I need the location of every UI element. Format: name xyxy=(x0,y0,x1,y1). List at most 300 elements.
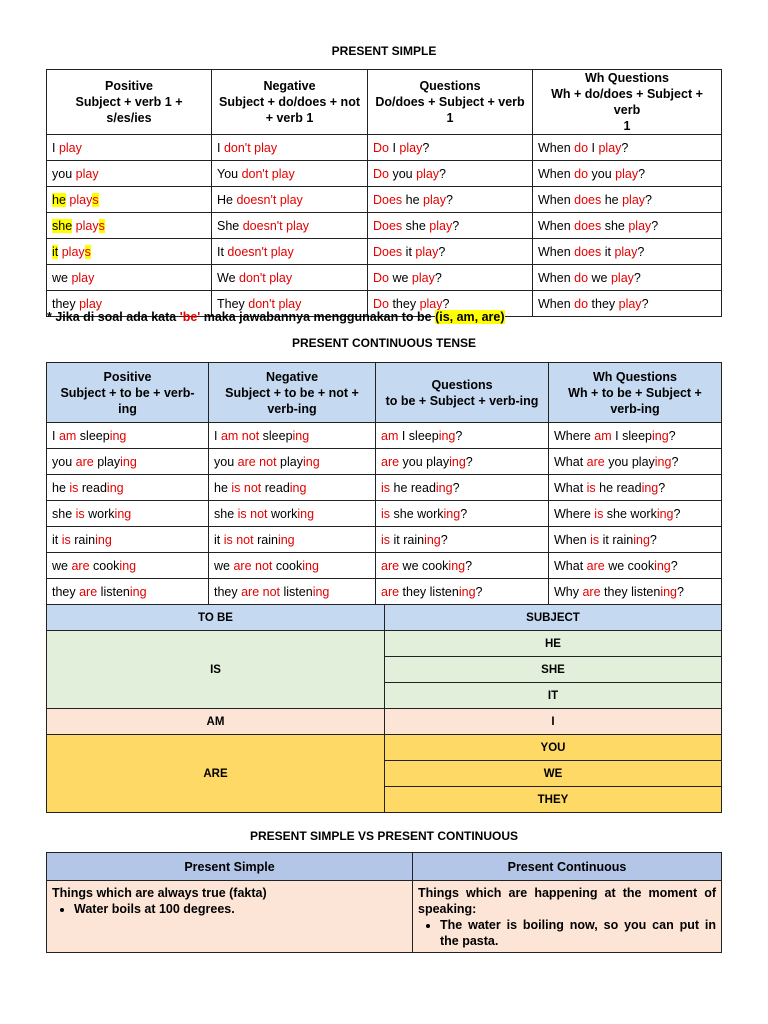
present-simple-text: they xyxy=(52,296,80,311)
header-wh-questions: Wh Questions Wh + to be + Subject + verb-ing xyxy=(549,363,722,423)
present-continuous-text: ing xyxy=(449,454,466,469)
present-continuous-text: they xyxy=(52,584,80,599)
present-continuous-text: she work xyxy=(390,506,444,521)
present-continuous-text: is xyxy=(61,532,71,547)
to-be-subject-table xyxy=(46,604,722,813)
present-simple-cell xyxy=(47,135,212,161)
present-continuous-text: am xyxy=(381,428,399,443)
present-continuous-cell xyxy=(209,423,376,449)
present-continuous-cell xyxy=(376,501,549,527)
present-continuous-text: ing xyxy=(120,454,137,469)
present-continuous-text: When xyxy=(554,532,591,547)
present-simple-title: PRESENT SIMPLE xyxy=(331,44,437,58)
subject-he: HE xyxy=(385,631,722,657)
present-simple-text: ? xyxy=(645,192,652,207)
present-continuous-text: are xyxy=(381,454,400,469)
present-simple-text: play xyxy=(75,166,99,181)
present-simple-row xyxy=(47,135,722,161)
present-continuous-text: it rain xyxy=(390,532,425,547)
present-simple-cell xyxy=(368,239,533,265)
present-continuous-text: ? xyxy=(460,506,468,521)
present-simple-text: When xyxy=(538,270,575,285)
present-simple-text: do xyxy=(574,166,589,181)
present-simple-text: ? xyxy=(637,244,645,259)
present-simple-text: play xyxy=(416,166,440,181)
present-continuous-text: ing xyxy=(129,584,147,599)
present-simple-text: play xyxy=(615,166,639,181)
present-continuous-text: you xyxy=(52,454,76,469)
present-simple-text: play xyxy=(75,218,99,233)
present-simple-text: ? xyxy=(633,270,641,285)
present-simple-text: When xyxy=(538,166,575,181)
present-continuous-text: ing xyxy=(312,584,330,599)
present-continuous-text: I sleep xyxy=(611,428,652,443)
header-negative: Negative Subject + do/does + not + verb 1 xyxy=(212,70,368,135)
present-simple-text: I xyxy=(217,140,224,155)
present-simple-text: I xyxy=(388,140,400,155)
present-simple-cell xyxy=(212,213,368,239)
present-simple-text: they xyxy=(588,296,619,311)
present-simple-text: do xyxy=(574,270,589,285)
present-continuous-cell xyxy=(376,475,549,501)
present-simple-text: don't play xyxy=(223,140,278,155)
present-simple-text: it xyxy=(601,244,615,259)
present-continuous-text: ing xyxy=(654,558,671,573)
present-continuous-text: ing xyxy=(435,480,453,495)
present-simple-text: Do xyxy=(373,270,389,285)
present-continuous-text: are xyxy=(586,558,605,573)
present-continuous-text: you play xyxy=(399,454,450,469)
present-continuous-text: ing xyxy=(109,428,127,443)
present-simple-text: She xyxy=(217,218,243,233)
present-simple-cell xyxy=(212,239,368,265)
present-simple-text: play xyxy=(610,270,634,285)
present-continuous-text: ing xyxy=(654,454,672,469)
present-continuous-text: cook xyxy=(89,558,120,573)
present-simple-text: play xyxy=(628,218,652,233)
present-continuous-text: ing xyxy=(289,480,307,495)
present-continuous-cell xyxy=(549,423,722,449)
present-continuous-text: she xyxy=(52,506,76,521)
present-continuous-text: they listen xyxy=(399,584,459,599)
present-continuous-cell xyxy=(376,527,549,553)
present-continuous-text: you play xyxy=(604,454,655,469)
present-simple-cell xyxy=(47,265,212,291)
present-simple-cell xyxy=(212,265,368,291)
note-text: (is, am, are) xyxy=(435,310,505,324)
present-continuous-text: ing xyxy=(443,506,461,521)
present-continuous-text: is not xyxy=(231,480,262,495)
present-simple-cell xyxy=(533,161,722,187)
to-be-is: IS xyxy=(47,631,385,709)
present-simple-text: they xyxy=(388,296,420,311)
present-simple-text: s xyxy=(84,244,91,259)
present-continuous-text: he xyxy=(52,480,70,495)
present-simple-cell xyxy=(533,213,722,239)
to-be-row xyxy=(47,735,722,761)
present-simple-text: play xyxy=(69,192,93,207)
present-continuous-text: are xyxy=(71,558,90,573)
present-continuous-text: cook xyxy=(272,558,303,573)
present-continuous-text: ing xyxy=(438,428,456,443)
present-continuous-text: he xyxy=(214,480,232,495)
present-continuous-text: are xyxy=(381,558,400,573)
header-positive: Positive Subject + verb 1 + s/es/ies xyxy=(47,70,212,135)
to-be-header-row xyxy=(47,605,722,631)
present-simple-text: When xyxy=(538,296,575,311)
present-continuous-text: is xyxy=(381,480,391,495)
present-continuous-row xyxy=(47,475,722,501)
present-continuous-text: ? xyxy=(465,558,473,573)
present-simple-text: When xyxy=(538,192,575,207)
present-continuous-text: ? xyxy=(677,584,684,599)
present-continuous-text: ? xyxy=(475,584,483,599)
present-continuous-text: are not xyxy=(237,454,277,469)
present-simple-text: don't play xyxy=(241,166,295,181)
subject-you: YOU xyxy=(385,735,722,761)
present-continuous-text: ing xyxy=(424,532,441,547)
present-continuous-text: is xyxy=(590,532,600,547)
present-simple-row xyxy=(47,187,722,213)
present-simple-text: s xyxy=(98,218,105,233)
present-simple-text: play xyxy=(429,218,453,233)
present-simple-text: we xyxy=(52,270,72,285)
present-continuous-text: ing xyxy=(651,428,669,443)
present-simple-text: ? xyxy=(621,140,629,155)
header-present-continuous: Present Continuous xyxy=(413,853,722,881)
subject-she: SHE xyxy=(385,657,722,683)
present-simple-text: you xyxy=(388,166,417,181)
present-continuous-text: I xyxy=(52,428,59,443)
present-simple-text: When xyxy=(538,244,575,259)
present-continuous-text: we xyxy=(52,558,72,573)
present-continuous-cell xyxy=(376,423,549,449)
present-continuous-row xyxy=(47,501,722,527)
present-simple-row xyxy=(47,213,722,239)
present-simple-text: don't play xyxy=(239,270,293,285)
present-continuous-text: ing xyxy=(106,480,124,495)
present-simple-text: play xyxy=(419,296,443,311)
present-simple-text: do xyxy=(574,296,589,311)
present-simple-cell xyxy=(212,187,368,213)
note-text: maka jawabannya menggunakan to be xyxy=(200,310,436,324)
present-continuous-cell xyxy=(549,475,722,501)
present-continuous-text: rain xyxy=(253,532,278,547)
present-simple-text: don't play xyxy=(248,296,302,311)
present-simple-cell xyxy=(368,265,533,291)
present-continuous-text: ing xyxy=(641,480,659,495)
present-simple-text: play xyxy=(79,296,103,311)
present-continuous-text: work xyxy=(84,506,115,521)
present-simple-text: ? xyxy=(438,244,446,259)
present-continuous-text: ? xyxy=(668,428,676,443)
present-simple-text: play xyxy=(61,244,85,259)
present-continuous-text: are not xyxy=(241,584,281,599)
present-simple-cell xyxy=(368,135,533,161)
present-continuous-text: Where xyxy=(554,506,595,521)
header-negative: Negative Subject + to be + not + verb-ing xyxy=(209,363,376,423)
present-simple-text: does xyxy=(574,244,602,259)
present-simple-example: • Water boils at 100 degrees. xyxy=(74,901,407,917)
present-simple-text: she xyxy=(601,218,629,233)
present-simple-text: he xyxy=(402,192,424,207)
present-simple-text: When xyxy=(538,140,575,155)
present-continuous-text: are xyxy=(381,584,400,599)
present-continuous-text: is xyxy=(381,532,391,547)
present-continuous-text: ? xyxy=(465,454,473,469)
present-continuous-text: she work xyxy=(603,506,657,521)
present-simple-cell xyxy=(533,135,722,161)
present-continuous-text: is xyxy=(586,480,596,495)
present-simple-text: Do xyxy=(373,166,389,181)
present-simple-text: ? xyxy=(638,166,646,181)
present-simple-text: doesn't play xyxy=(242,218,310,233)
present-continuous-cell xyxy=(549,501,722,527)
header-to-be: TO BE xyxy=(47,605,385,631)
present-simple-text: you xyxy=(588,166,616,181)
present-continuous-text: ? xyxy=(670,558,678,573)
present-continuous-text: read xyxy=(78,480,107,495)
present-continuous-text: read xyxy=(261,480,290,495)
present-simple-text: he xyxy=(601,192,623,207)
present-simple-text: you xyxy=(52,166,76,181)
subject-we: WE xyxy=(385,761,722,787)
present-simple-usage-text: Things which are always true (fakta) xyxy=(52,886,267,900)
present-simple-text: it xyxy=(402,244,416,259)
present-continuous-text: he read xyxy=(390,480,436,495)
present-continuous-text: ing xyxy=(458,584,476,599)
present-simple-cell xyxy=(533,265,722,291)
present-continuous-text: ing xyxy=(114,506,132,521)
present-simple-text: play xyxy=(415,244,439,259)
present-simple-text: Do xyxy=(373,296,389,311)
present-simple-text: s xyxy=(92,192,99,207)
present-simple-row xyxy=(47,239,722,265)
present-continuous-text: are xyxy=(586,454,605,469)
present-simple-text: Does xyxy=(373,218,403,233)
present-continuous-text: he read xyxy=(595,480,642,495)
present-continuous-text: ing xyxy=(660,584,678,599)
present-simple-cell xyxy=(47,213,212,239)
to-be-row xyxy=(47,631,722,657)
present-simple-text: play xyxy=(399,140,423,155)
present-continuous-header-row xyxy=(47,363,722,423)
header-subject: SUBJECT xyxy=(385,605,722,631)
present-simple-text: doesn't play xyxy=(236,192,303,207)
present-continuous-text: ? xyxy=(452,480,460,495)
present-continuous-text: ? xyxy=(658,480,666,495)
to-be-row xyxy=(47,709,722,735)
present-continuous-text: ing xyxy=(633,532,650,547)
present-continuous-cell xyxy=(209,553,376,579)
subject-it: IT xyxy=(385,683,722,709)
present-continuous-row xyxy=(47,553,722,579)
present-continuous-text: play xyxy=(93,454,121,469)
present-continuous-text: I xyxy=(214,428,221,443)
present-simple-cell xyxy=(533,187,722,213)
to-be-are: ARE xyxy=(47,735,385,813)
present-continuous-text: Why xyxy=(554,584,583,599)
present-simple-text: ? xyxy=(434,270,442,285)
present-simple-text: I xyxy=(52,140,59,155)
present-continuous-cell xyxy=(209,475,376,501)
header-wh-questions: Wh Questions Wh + do/does + Subject + verb 1 xyxy=(533,70,722,135)
present-simple-text: Does xyxy=(373,244,403,259)
present-continuous-cell xyxy=(549,449,722,475)
present-continuous-cell xyxy=(47,553,209,579)
present-continuous-text: sleep xyxy=(76,428,110,443)
present-continuous-text: rain xyxy=(70,532,96,547)
present-simple-text: does xyxy=(574,192,602,207)
present-continuous-text: is xyxy=(594,506,604,521)
present-continuous-text: What xyxy=(554,558,587,573)
present-continuous-example: • The water is boiling now, so you can put in the pasta. xyxy=(440,917,716,949)
present-continuous-cell xyxy=(47,501,209,527)
present-simple-text: ? xyxy=(452,218,460,233)
present-continuous-text: ing xyxy=(656,506,674,521)
present-continuous-text: are xyxy=(79,584,98,599)
present-simple-cell xyxy=(533,291,722,317)
header-questions: Questions to be + Subject + verb-ing xyxy=(376,363,549,423)
present-continuous-usage xyxy=(413,881,722,953)
present-continuous-text: they listen xyxy=(600,584,661,599)
present-continuous-cell xyxy=(209,579,376,605)
present-simple-text: doesn't play xyxy=(227,244,294,259)
present-continuous-text: is not xyxy=(237,506,268,521)
present-continuous-cell xyxy=(47,475,209,501)
present-continuous-text: work xyxy=(267,506,298,521)
present-continuous-text: What xyxy=(554,480,587,495)
present-continuous-cell xyxy=(376,553,549,579)
present-continuous-row xyxy=(47,527,722,553)
to-be-note xyxy=(47,310,505,324)
present-simple-text: she xyxy=(52,218,73,233)
present-continuous-cell xyxy=(549,553,722,579)
subject-they: THEY xyxy=(385,787,722,813)
present-continuous-cell xyxy=(47,423,209,449)
present-continuous-text: are not xyxy=(233,558,273,573)
present-simple-cell xyxy=(533,239,722,265)
present-continuous-text: we cook xyxy=(604,558,655,573)
present-continuous-text: What xyxy=(554,454,587,469)
present-simple-text: They xyxy=(217,296,249,311)
present-simple-text: We xyxy=(217,270,239,285)
present-continuous-text: ing xyxy=(302,558,319,573)
present-simple-cell xyxy=(368,161,533,187)
header-questions: Questions Do/does + Subject + verb 1 xyxy=(368,70,533,135)
present-continuous-text: am xyxy=(594,428,612,443)
present-continuous-text: you xyxy=(214,454,238,469)
present-simple-text: You xyxy=(217,166,242,181)
present-continuous-cell xyxy=(549,527,722,553)
present-continuous-text: am xyxy=(58,428,77,443)
present-simple-header-row xyxy=(47,70,722,135)
present-continuous-cell xyxy=(47,449,209,475)
present-continuous-row xyxy=(47,449,722,475)
present-continuous-text: is xyxy=(69,480,79,495)
present-simple-cell xyxy=(47,161,212,187)
note-text: * Jika di soal ada kata xyxy=(47,310,180,324)
subject-i: I xyxy=(385,709,722,735)
present-continuous-text: ? xyxy=(671,454,679,469)
present-continuous-text: ing xyxy=(119,558,137,573)
present-continuous-text: listen xyxy=(97,584,130,599)
comparison-body-row xyxy=(47,881,722,953)
present-continuous-cell xyxy=(376,579,549,605)
present-simple-cell xyxy=(368,213,533,239)
present-continuous-text: I sleep xyxy=(398,428,439,443)
present-simple-text: It xyxy=(217,244,228,259)
present-simple-cell xyxy=(368,187,533,213)
present-continuous-text: ? xyxy=(455,428,463,443)
present-simple-text: play xyxy=(71,270,95,285)
present-simple-text: ? xyxy=(422,140,430,155)
present-continuous-row xyxy=(47,423,722,449)
present-simple-text: he xyxy=(52,192,66,207)
present-continuous-usage-text: Things which are happening at the moment of speaking: xyxy=(418,886,716,916)
present-simple-text: we xyxy=(588,270,611,285)
comparison-header-row xyxy=(47,853,722,881)
to-be-am: AM xyxy=(47,709,385,735)
present-continuous-table xyxy=(46,362,722,605)
present-simple-text: play xyxy=(423,192,446,207)
present-simple-text: play xyxy=(58,140,82,155)
present-continuous-text: ing xyxy=(292,428,310,443)
present-simple-cell xyxy=(47,239,212,265)
comparison-title: PRESENT SIMPLE VS PRESENT CONTINUOUS xyxy=(249,829,519,843)
present-simple-text: play xyxy=(618,296,642,311)
present-continuous-title: PRESENT CONTINUOUS TENSE xyxy=(291,336,477,350)
present-simple-text: do xyxy=(574,140,589,155)
present-continuous-text: play xyxy=(276,454,303,469)
header-present-simple: Present Simple xyxy=(47,853,413,881)
header-positive: Positive Subject + to be + verb-ing xyxy=(47,363,209,423)
present-simple-text: we xyxy=(388,270,412,285)
present-simple-text: ? xyxy=(439,166,446,181)
present-continuous-text: is xyxy=(381,506,391,521)
present-continuous-text: ? xyxy=(673,506,681,521)
present-continuous-text: ing xyxy=(95,532,112,547)
present-simple-text: it xyxy=(52,244,59,259)
present-continuous-text: it rain xyxy=(599,532,634,547)
present-continuous-text: am not xyxy=(220,428,260,443)
present-simple-text: ? xyxy=(641,296,649,311)
present-simple-text: Do xyxy=(373,140,389,155)
present-simple-cell xyxy=(212,161,368,187)
present-simple-row xyxy=(47,265,722,291)
present-simple-cell xyxy=(212,135,368,161)
present-continuous-text: ing xyxy=(448,558,466,573)
present-continuous-text: ing xyxy=(277,532,295,547)
present-continuous-text: we xyxy=(214,558,234,573)
present-continuous-cell xyxy=(209,449,376,475)
present-continuous-text: is not xyxy=(223,532,254,547)
present-continuous-text: Where xyxy=(554,428,595,443)
present-simple-table xyxy=(46,69,722,317)
present-simple-text: When xyxy=(538,218,575,233)
present-simple-text: I xyxy=(588,140,599,155)
present-simple-text: Does xyxy=(373,192,403,207)
present-continuous-text: sleep xyxy=(259,428,293,443)
present-continuous-cell xyxy=(47,527,209,553)
present-continuous-row xyxy=(47,579,722,605)
present-continuous-text: ing xyxy=(302,454,320,469)
present-continuous-text: it xyxy=(214,532,224,547)
present-simple-text: play xyxy=(622,192,646,207)
present-simple-text: ? xyxy=(445,192,453,207)
present-continuous-text: are xyxy=(582,584,601,599)
present-continuous-text: she xyxy=(214,506,238,521)
